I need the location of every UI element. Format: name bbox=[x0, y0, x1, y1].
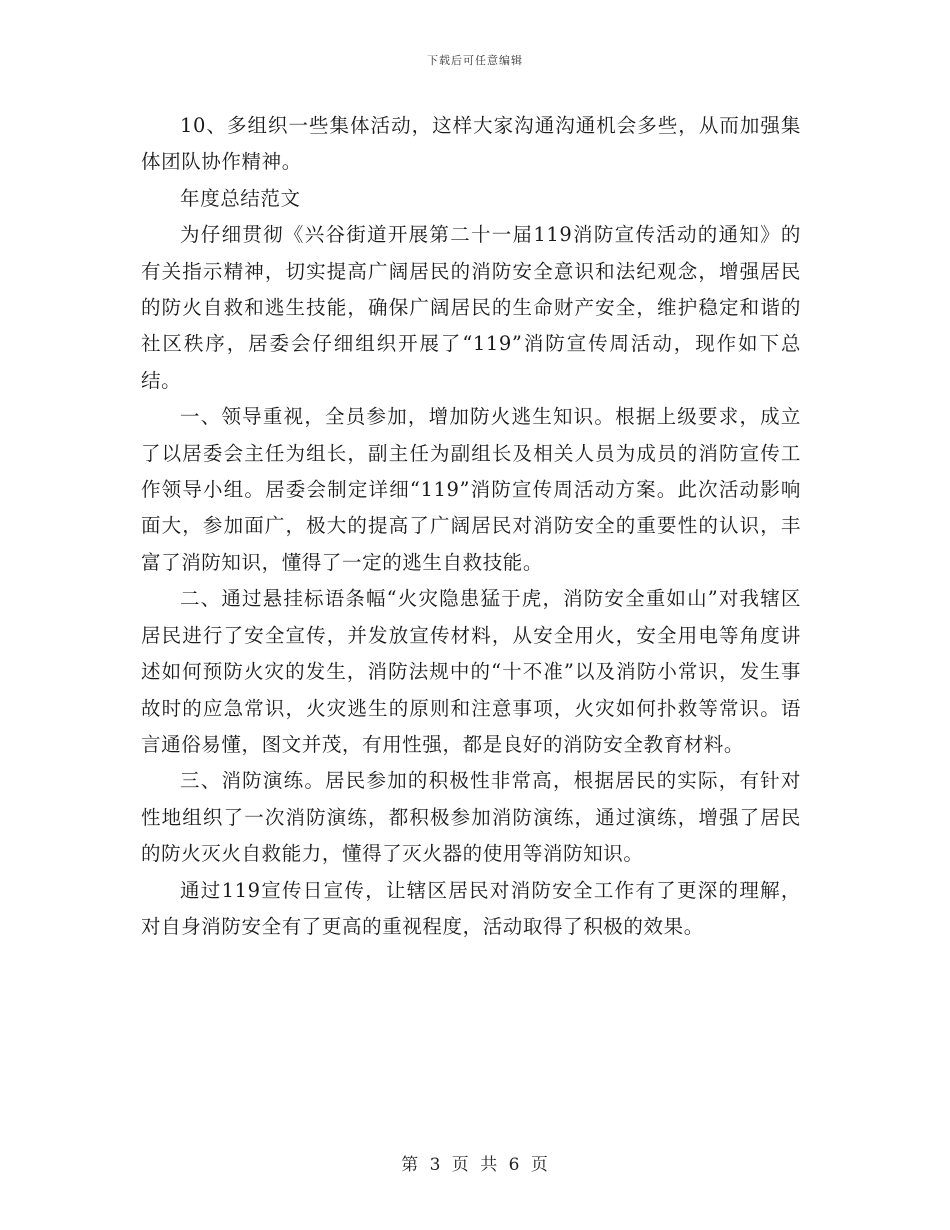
document-body bbox=[141, 108, 801, 945]
paragraph-intro: 为仔细贯彻《兴谷街道开展第二十一届119消防宣传活动的通知》的有关指示精神，切实提高广阔居民的消防安全意识和法纪观念，增强居民的防火自救和逃生技能，确保广阔居民的生命财产安全，维护稳定和谐的社区秩序，居委会仔细组织开展了“119”消防宣传周活动，现作如下总结。 bbox=[141, 223, 801, 392]
paragraph-conclusion: 通过119宣传日宣传，让辖区居民对消防安全工作有了更深的理解，对自身消防安全有了更高的重视程度，活动取得了积极的效果。 bbox=[141, 878, 801, 938]
section-title: 年度总结范文 bbox=[180, 186, 301, 210]
paragraph-section-one: 一、领导重视，全员参加，增加防火逃生知识。根据上级要求，成立了以居委会主任为组长，副主任为副组长及相关人员为成员的消防宣传工作领导小组。居委会制定详细“119”消防宣传周活动方案。此次活动影响面大，参加面广，极大的提高了广阔居民对消防安全的重要性的认识，丰富了消防知识，懂得了一定的逃生自救技能。 bbox=[141, 405, 801, 574]
page-number: 第 3 页 共 6 页 bbox=[401, 1155, 549, 1175]
paragraph-item-10: 10、多组织一些集体活动，这样大家沟通沟通机会多些，从而加强集体团队协作精神。 bbox=[141, 114, 801, 174]
paragraph-section-two: 二、通过悬挂标语条幅“火灾隐患猛于虎，消防安全重如山”对我辖区居民进行了安全宣传，并发放宣传材料，从安全用火，安全用电等角度讲述如何预防火灾的发生，消防法规中的“十不准”以及消防小常识，发生事故时的应急常识，火灾逃生的原则和注意事项，火灾如何扑救等常识。语言通俗易懂，图文并茂，有用性强，都是良好的消防安全教育材料。 bbox=[141, 587, 801, 756]
page-header: 下载后可任意编辑 bbox=[427, 54, 523, 67]
paragraph-section-three: 三、消防演练。居民参加的积极性非常高，根据居民的实际，有针对性地组织了一次消防演练，都积极参加消防演练，通过演练，增强了居民的防火灭火自救能力，懂得了灭火器的使用等消防知识。 bbox=[141, 769, 801, 866]
